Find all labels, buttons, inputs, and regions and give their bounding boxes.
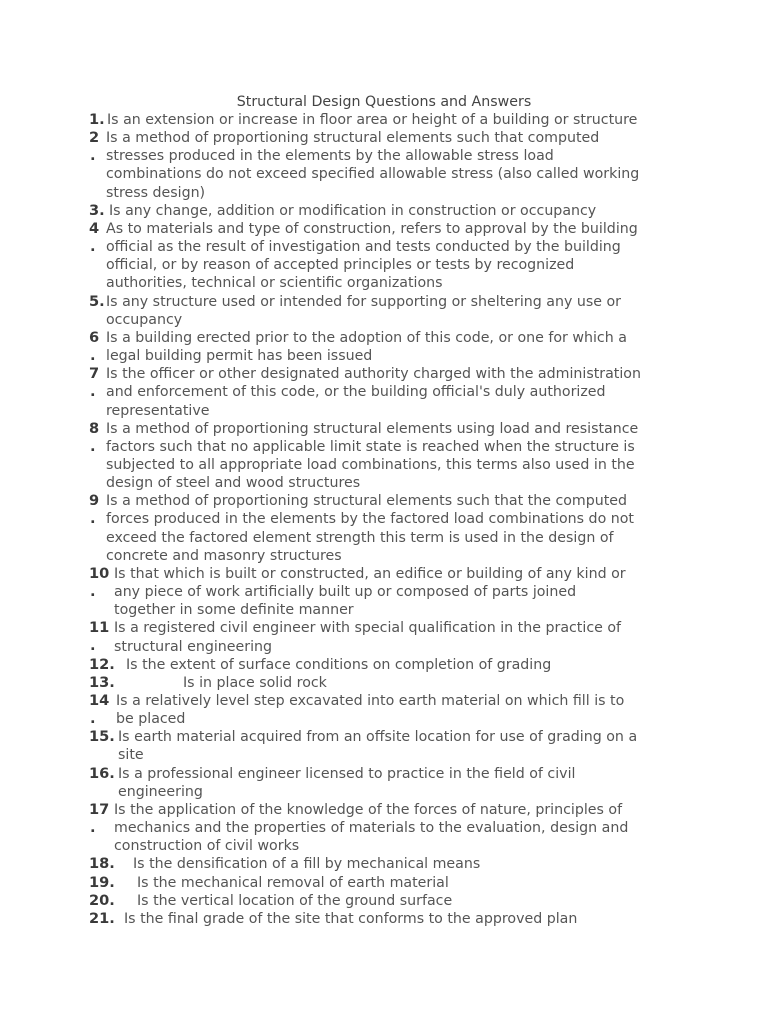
question-item bbox=[89, 129, 689, 202]
question-number bbox=[89, 328, 100, 364]
question-text: Is the application of the knowledge of the forces of nature, principles of mechanics and the properties of materials to the evaluation, design and construction of civil works bbox=[114, 801, 629, 855]
question-item bbox=[89, 220, 689, 293]
question-item bbox=[89, 293, 689, 329]
question-number-text: 19. bbox=[89, 873, 115, 891]
question-item bbox=[89, 420, 689, 493]
question-number-text: 15. bbox=[89, 728, 115, 746]
question-item bbox=[89, 619, 689, 655]
wrapped-number-dot: . bbox=[90, 637, 96, 655]
question-text: Is that which is built or constructed, an edifice or building of any kind or any piece of work artificially built up or composed of parts joined together in some definite manner bbox=[114, 565, 626, 619]
question-number-text: 16. bbox=[89, 764, 115, 782]
question-number bbox=[89, 129, 100, 165]
question-item bbox=[89, 855, 689, 873]
question-number-text: 3. bbox=[89, 201, 105, 219]
question-number-text: 1. bbox=[89, 111, 105, 128]
question-text: Is the mechanical removal of earth material bbox=[137, 874, 449, 891]
question-number-text: 10 bbox=[89, 564, 110, 582]
question-item bbox=[89, 728, 689, 764]
question-list bbox=[89, 111, 689, 928]
question-number bbox=[89, 692, 110, 727]
question-text: Is a method of proportioning structural elements such that computed stresses produced in the elements by the allowable stress load combinations do not exceed specified allowable stress (also called working stress design) bbox=[106, 130, 640, 201]
question-number-text: 8 bbox=[89, 419, 100, 437]
question-number bbox=[89, 492, 100, 528]
wrapped-number-dot: . bbox=[90, 710, 96, 727]
question-number bbox=[89, 111, 105, 129]
question-number-text: 2 bbox=[89, 129, 100, 147]
question-number bbox=[89, 674, 115, 692]
question-number-text: 5. bbox=[89, 292, 105, 310]
question-number bbox=[89, 800, 110, 836]
question-item bbox=[89, 492, 689, 565]
question-item bbox=[89, 801, 689, 855]
question-number-text: 14 bbox=[89, 692, 110, 709]
question-text: Is the final grade of the site that conforms to the approved plan bbox=[124, 910, 578, 927]
question-item bbox=[89, 329, 689, 365]
question-text: Is a relatively level step excavated into earth material on which fill is to be placed bbox=[116, 693, 625, 728]
wrapped-number-dot: . bbox=[90, 237, 96, 255]
question-number-text: 4 bbox=[89, 219, 100, 237]
question-number-text: 6 bbox=[89, 328, 100, 346]
question-number bbox=[89, 910, 115, 928]
question-number bbox=[89, 765, 115, 783]
wrapped-number-dot: . bbox=[90, 510, 96, 528]
question-item bbox=[89, 692, 689, 728]
question-number-text: 12. bbox=[89, 655, 115, 673]
question-number-text: 20. bbox=[89, 891, 115, 909]
question-item bbox=[89, 365, 689, 419]
question-number bbox=[89, 219, 100, 255]
question-text: Is any change, addition or modification in construction or occupancy bbox=[109, 202, 597, 219]
question-item bbox=[89, 656, 689, 674]
question-item bbox=[89, 202, 689, 220]
question-number bbox=[89, 419, 100, 455]
wrapped-number-dot: . bbox=[90, 147, 96, 165]
wrapped-number-dot: . bbox=[90, 383, 96, 401]
question-item bbox=[89, 765, 689, 801]
question-number-text: 11 bbox=[89, 619, 110, 637]
question-item bbox=[89, 892, 689, 910]
question-text: Is an extension or increase in floor area or height of a building or structure bbox=[107, 112, 638, 128]
wrapped-number-dot: . bbox=[90, 818, 96, 836]
question-number-text: 18. bbox=[89, 855, 115, 873]
wrapped-number-dot: . bbox=[90, 346, 96, 364]
question-item bbox=[89, 674, 689, 692]
question-item bbox=[89, 910, 689, 928]
question-number bbox=[89, 365, 100, 401]
question-text: Is the vertical location of the ground surface bbox=[137, 892, 453, 909]
question-item bbox=[89, 565, 689, 619]
wrapped-number-dot: . bbox=[90, 437, 96, 455]
question-number-text: 13. bbox=[89, 673, 115, 691]
question-text: Is a method of proportioning structural elements using load and resistance factors such that no applicable limit state is reached when the structure is subjected to all appropriate load combinations, this terms also used in the design of steel and wood structures bbox=[106, 420, 639, 492]
question-number-text: 21. bbox=[89, 909, 115, 927]
document-title: Structural Design Questions and Answers bbox=[236, 94, 532, 110]
question-text: Is any structure used or intended for supporting or sheltering any use or occupancy bbox=[106, 293, 622, 328]
question-text: As to materials and type of construction, refers to approval by the building official as the result of investigation and tests conducted by the building official, or by reason of accepted principles or tests by recognized authorities, technical or scientific organizations bbox=[106, 220, 638, 292]
question-item bbox=[89, 111, 689, 129]
question-text: Is a method of proportioning structural elements such that the computed forces produced in the elements by the factored load combinations do not exceed the factored element strength this term is used in the design of concrete and masonry structures bbox=[106, 493, 634, 564]
question-number-text: 7 bbox=[89, 365, 100, 383]
question-number bbox=[89, 874, 115, 892]
question-text: Is the extent of surface conditions on completion of grading bbox=[126, 656, 552, 673]
question-number bbox=[89, 202, 105, 220]
question-number bbox=[89, 656, 115, 674]
question-number bbox=[89, 728, 115, 746]
question-number bbox=[89, 564, 110, 600]
question-text: Is a building erected prior to the adoption of this code, or one for which a legal building permit has been issued bbox=[106, 329, 627, 365]
question-number bbox=[89, 293, 105, 311]
question-number-text: 9 bbox=[89, 492, 100, 510]
question-number bbox=[89, 855, 115, 873]
question-text: Is earth material acquired from an offsite location for use of grading on a site bbox=[118, 729, 638, 764]
wrapped-number-dot: . bbox=[90, 582, 96, 600]
question-text: Is the officer or other designated authority charged with the administration and enforcement of this code, or the building official's duly authorized representative bbox=[106, 366, 641, 419]
question-text: Is a professional engineer licensed to practice in the field of civil engineering bbox=[118, 765, 576, 800]
question-text: Is a registered civil engineer with special qualification in the practice of structural engineering bbox=[114, 620, 622, 655]
question-number bbox=[89, 892, 115, 910]
question-item bbox=[89, 874, 689, 892]
question-text: Is the densification of a fill by mechanical means bbox=[133, 856, 481, 873]
question-number bbox=[89, 619, 110, 655]
question-number-text: 17 bbox=[89, 800, 110, 818]
question-text: Is in place solid rock bbox=[183, 674, 327, 691]
